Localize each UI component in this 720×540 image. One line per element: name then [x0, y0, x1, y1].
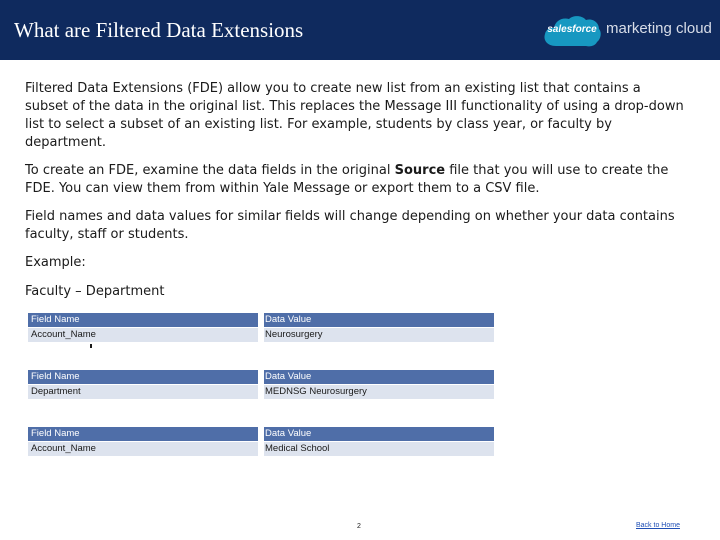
example-table-3: [28, 427, 494, 456]
example-label: Example:: [25, 255, 86, 270]
table-header-row: [28, 313, 494, 327]
example-table-2: [28, 370, 494, 399]
header-data-value: Data Value: [265, 314, 312, 325]
field-name-cell: Account_Name: [31, 329, 96, 340]
example-heading: Faculty – Department: [25, 284, 165, 299]
text-cursor-mark: [90, 344, 92, 348]
page-number: 2: [357, 523, 361, 530]
header-field-name: Field Name: [31, 314, 80, 325]
field-name-cell: Department: [31, 386, 81, 397]
header-field-name: Field Name: [31, 371, 80, 382]
source-keyword: Source: [394, 163, 446, 178]
table-header-row: [28, 427, 494, 441]
title-bar: [0, 0, 720, 60]
slide-body: [25, 80, 685, 311]
data-value-cell: Neurosurgery: [265, 329, 323, 340]
table-row: [28, 328, 494, 342]
salesforce-marketing-cloud-logo: [542, 12, 712, 50]
logo-product-text: marketing cloud: [606, 20, 712, 37]
fields-paragraph: Field names and data values for similar fields will change depending on whether your data contains faculty, staff or students.: [25, 209, 675, 242]
header-data-value: Data Value: [265, 428, 312, 439]
source-paragraph: To create an FDE, examine the data fields in the original Source file that you will use to create the FDE. You can view them from within Yale Message or export them to a CSV file.: [25, 163, 669, 196]
table-row: [28, 442, 494, 456]
header-field-name: Field Name: [31, 428, 80, 439]
data-value-cell: MEDNSG Neurosurgery: [265, 386, 367, 397]
header-data-value: Data Value: [265, 371, 312, 382]
logo-brand-text: salesforce: [547, 24, 597, 35]
field-name-cell: Account_Name: [31, 443, 96, 454]
page-title: What are Filtered Data Extensions: [14, 18, 304, 42]
table-row: [28, 385, 494, 399]
table-header-row: [28, 370, 494, 384]
data-value-cell: Medical School: [265, 443, 330, 454]
intro-paragraph: Filtered Data Extensions (FDE) allow you to create new list from an existing list that contains a subset of the data in the original list. This replaces the Message III functionality of using a drop-down list to select a subset of an existing list. For example, students by class year, or faculty by department.: [25, 81, 684, 150]
back-to-home-link[interactable]: Back to Home: [636, 522, 680, 529]
example-table-1: [28, 313, 494, 342]
